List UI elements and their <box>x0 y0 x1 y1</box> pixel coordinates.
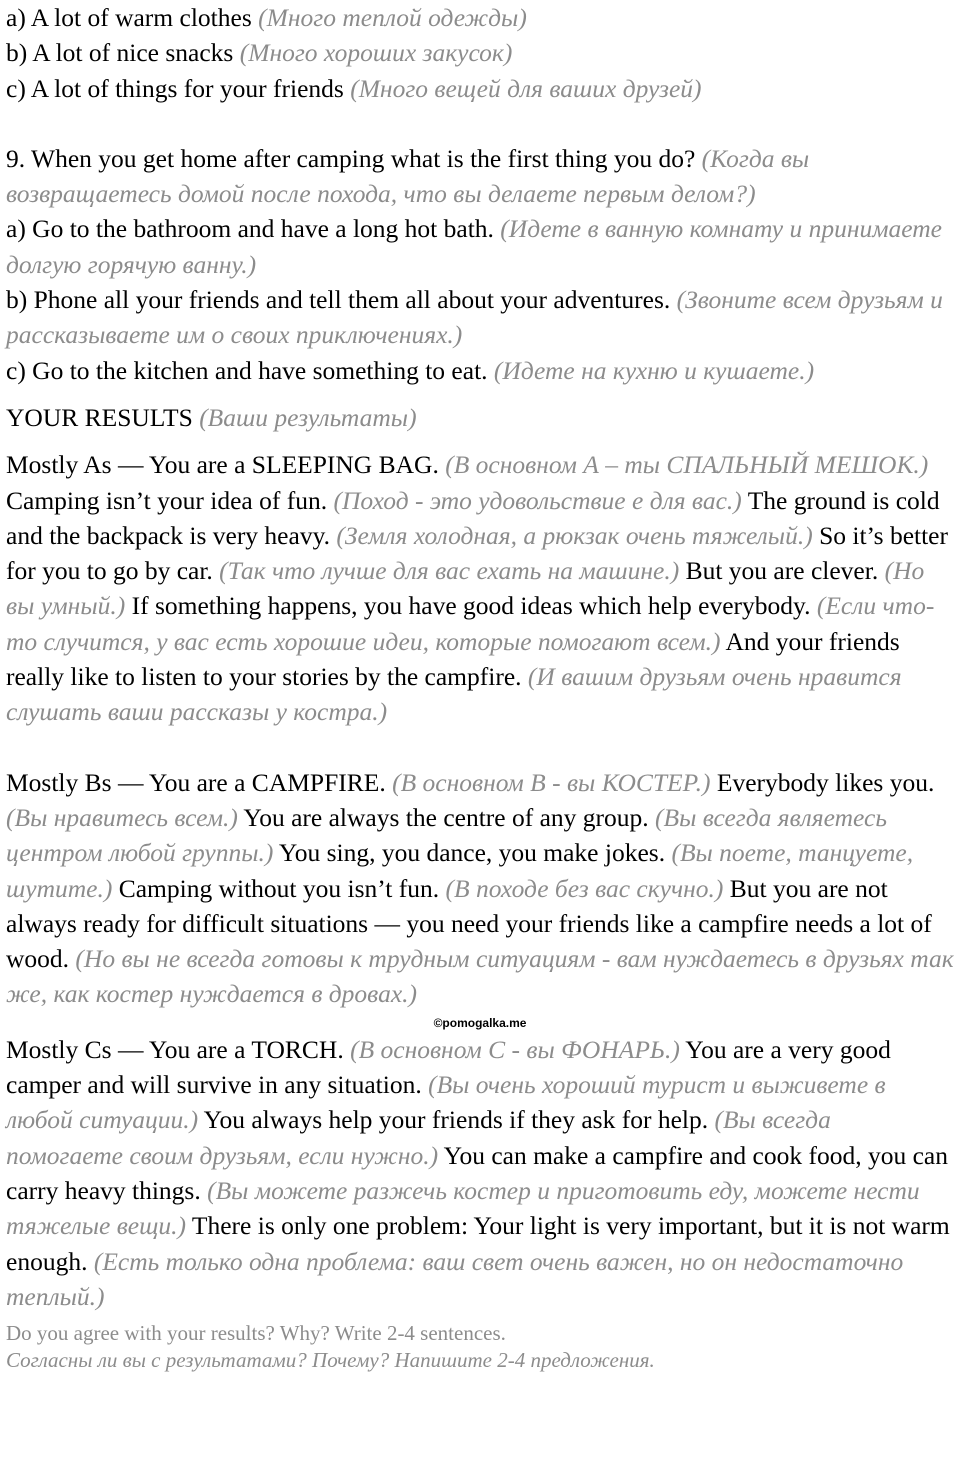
question-9-text: 9. When you get home after camping what is the first thing you do? (Когда вы возвращаетесь домой после похода, что вы делаете первым делом?) <box>6 143 810 209</box>
writing-task <box>6 1320 954 1374</box>
results-heading: YOUR RESULTS (Ваши результаты) <box>6 402 417 432</box>
option-b: b) Phone all your friends and tell them all about your adventures. (Звоните всем друзьям и рассказываете им о своих приключениях.) <box>6 285 943 350</box>
document-page <box>6 0 954 1374</box>
result-b-paragraph: Mostly Bs — You are a CAMPFIRE. (В основном В - вы КОСТЕР.) Everybody likes you. (Вы нравитесь всем.) You are always the centre of any group. (Вы всегда являетесь центром любой группы.) You sing, you dance, you make jokes. (Вы поете, танцуете, шутите.) Camping without you isn’t fun. (В походе без вас скучно.) But you are not always ready for difficult situations — you need your friends like a campfire needs a lot of wood. (Но вы не всегда готовы к трудным ситуациям - вам нуждаетесь в друзьях так же, как костер нуждается в дровах.) <box>6 767 954 1009</box>
site-watermark: ©pomogalka.me <box>433 1015 527 1030</box>
writing-task-ru: Согласны ли вы с результатами? Почему? Напишите 2-4 предложения. <box>6 1348 655 1373</box>
option-b: b) A lot of nice snacks (Много хороших закусок) <box>6 38 513 68</box>
option-a: a) Go to the bathroom and have a long hot bath. (Идете в ванную комнату и принимаете долгую горячую ванну.) <box>6 214 942 279</box>
option-c: c) A lot of things for your friends (Много вещей для ваших друзей) <box>6 73 702 103</box>
question-8-options <box>6 0 954 106</box>
writing-task-en: Do you agree with your results? Why? Write 2-4 sentences. <box>6 1321 506 1346</box>
result-c-paragraph: Mostly Cs — You are a TORCH. (В основном С - вы ФОНАРЬ.) You are a very good camper and will survive in any situation. (Вы очень хороший турист и выживете в любой ситуации.) You always help your friends if they ask for help. (Вы всегда помогаете своим друзьям, если нужно.) You can make a campfire and cook food, you can carry heavy things. (Вы можете разжечь костер и приготовить еду, можете нести тяжелые вещи.) There is only one problem: Your light is very important, but it is not warm enough. (Есть только одна проблема: ваш свет очень важен, но он недостаточно теплый.) <box>6 1034 950 1311</box>
option-c: c) Go to the kitchen and have something to eat. (Идете на кухню и кушаете.) <box>6 355 815 385</box>
option-a: a) A lot of warm clothes (Много теплой одежды) <box>6 3 527 32</box>
result-a-paragraph: Mostly As — You are a SLEEPING BAG. (В основном А – ты СПАЛЬНЫЙ МЕШОК.) Camping isn’t your idea of fun. (Поход - это удовольствие е для вас.) The ground is cold and the backpack is very heavy. (Земля холодная, а рюкзак очень тяжелый.) So it’s better for you to go by car. (Так что лучше для вас ехать на машине.) But you are clever. (Но вы умный.) If something happens, you have good ideas which help everybody. (Если что-то случится, у вас есть хорошие идеи, которые помогают всем.) And your friends really like to listen to your stories by the campfire. (И вашим друзьям очень нравится слушать ваши рассказы у костра.) <box>6 450 948 727</box>
question-9 <box>6 141 954 388</box>
